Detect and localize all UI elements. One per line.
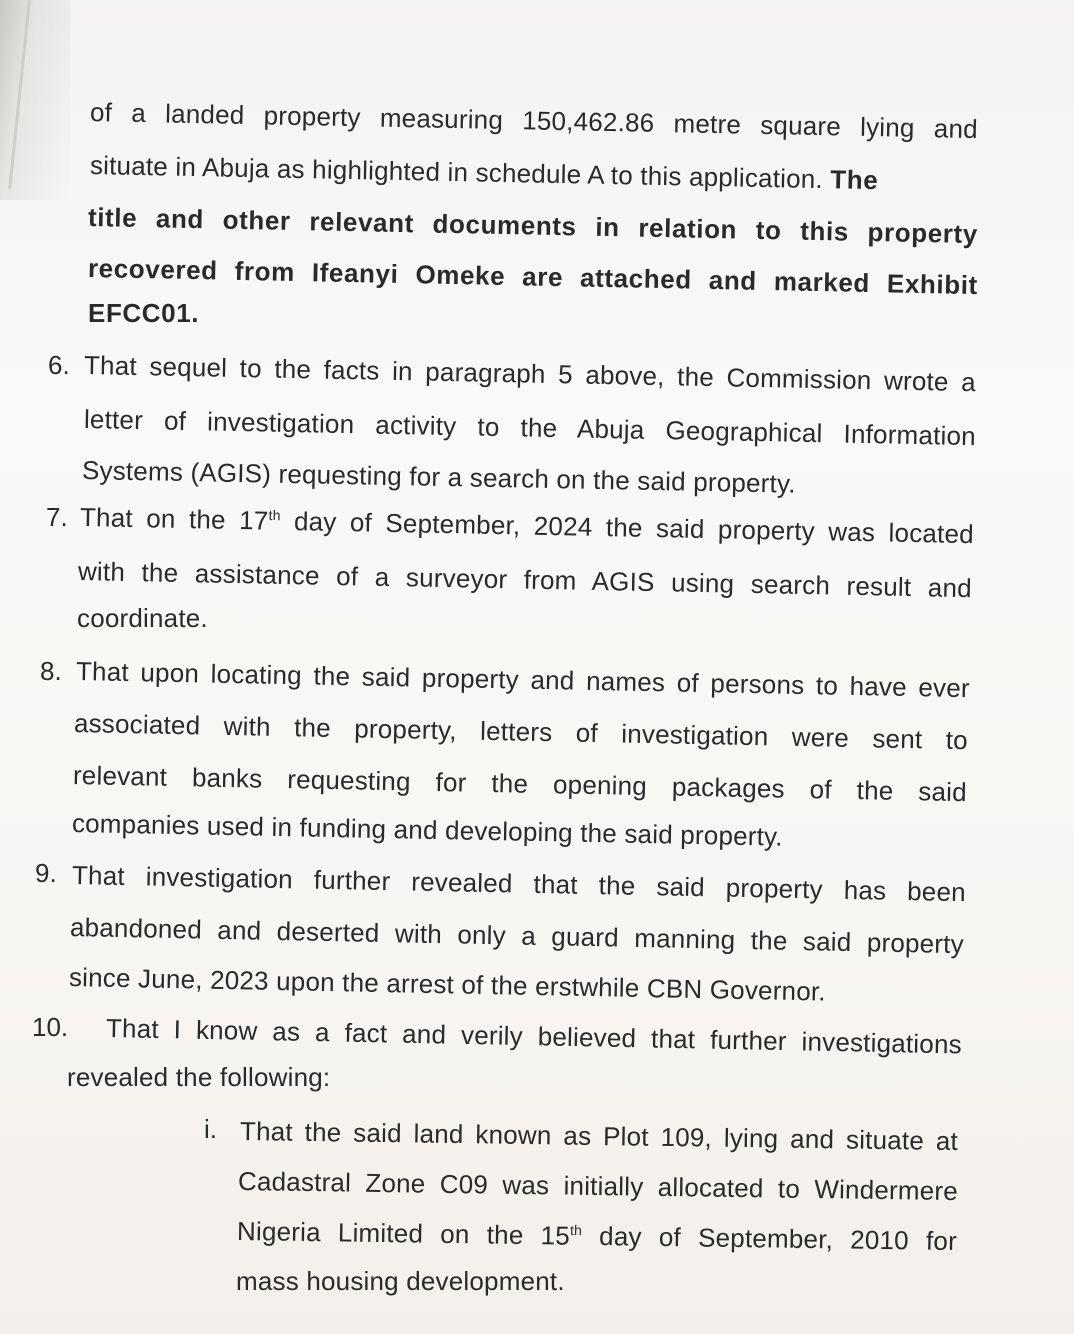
para8-line3: relevant banks requesting for the opening packages of the said [72,760,968,808]
para7-line1 [80,502,974,549]
para10-number: 10. [32,1012,69,1042]
item-i-line1: That the said land known as Plot 109, lying and situate at [239,1116,959,1157]
para7-number: 7. [46,502,68,532]
para5-line5: EFCC01. [88,298,200,328]
para8-number: 8. [40,656,62,686]
item-i-number: i. [204,1114,217,1144]
para7-line1-a: That on the 17 [79,502,269,536]
para10-line1: That I know as a fact and verily believed that further investigations [105,1013,963,1060]
para5-line1: of a landed property measuring 150,462.86 metre square lying and [89,97,979,145]
para5-line2 [90,150,978,197]
para9-line2: abandoned and deserted with only a guard manning the said property [69,912,965,960]
para9-line1: That investigation further revealed that the said property has been [71,860,967,908]
para6-number: 6. [48,350,70,380]
para9-number: 9. [35,858,57,888]
para9-line3: since June, 2023 upon the arrest of the erstwhile CBN Governor. [68,962,827,1007]
item-i-line4: mass housing development. [236,1266,565,1296]
item-i-line3-sup: th [569,1221,583,1239]
para5-line2-regular: situate in Abuja as highlighted in schedule A to this application. [89,150,824,195]
para6-line1: That sequel to the facts in paragraph 5 above, the Commission wrote a [83,350,977,398]
para7-line1-b: day of September, 2024 the said property was located [280,505,975,550]
para7-line1-sup: th [268,506,281,524]
para5-line2-bold: The [830,164,879,196]
para8-line1: That upon locating the said property and names of persons to have ever [75,656,971,704]
para10-line2: revealed the following: [67,1062,331,1092]
para5-line4: recovered from Ifeanyi Omeke are attached and marked Exhibit [87,253,979,301]
para6-line2: letter of investigation activity to the Abuja Geographical Information [83,404,977,452]
para8-line2: associated with the property, letters of investigation were sent to [73,708,969,756]
item-i-line3-b: day of September, 2010 for [581,1220,958,1257]
para7-line3: coordinate. [77,603,208,633]
para7-line2: with the assistance of a surveyor from AGIS using search result and [77,556,973,604]
item-i-line3 [237,1216,957,1256]
item-i-line2: Cadastral Zone C09 was initially allocated to Windermere [237,1166,959,1207]
para6-line3: Systems (AGIS) requesting for a search on the said property. [81,455,797,499]
item-i-line3-a: Nigeria Limited on the 15 [236,1216,571,1251]
para5-line3: title and other relevant documents in relation to this property [87,202,979,250]
para8-line4: companies used in funding and developing the said property. [71,808,784,852]
